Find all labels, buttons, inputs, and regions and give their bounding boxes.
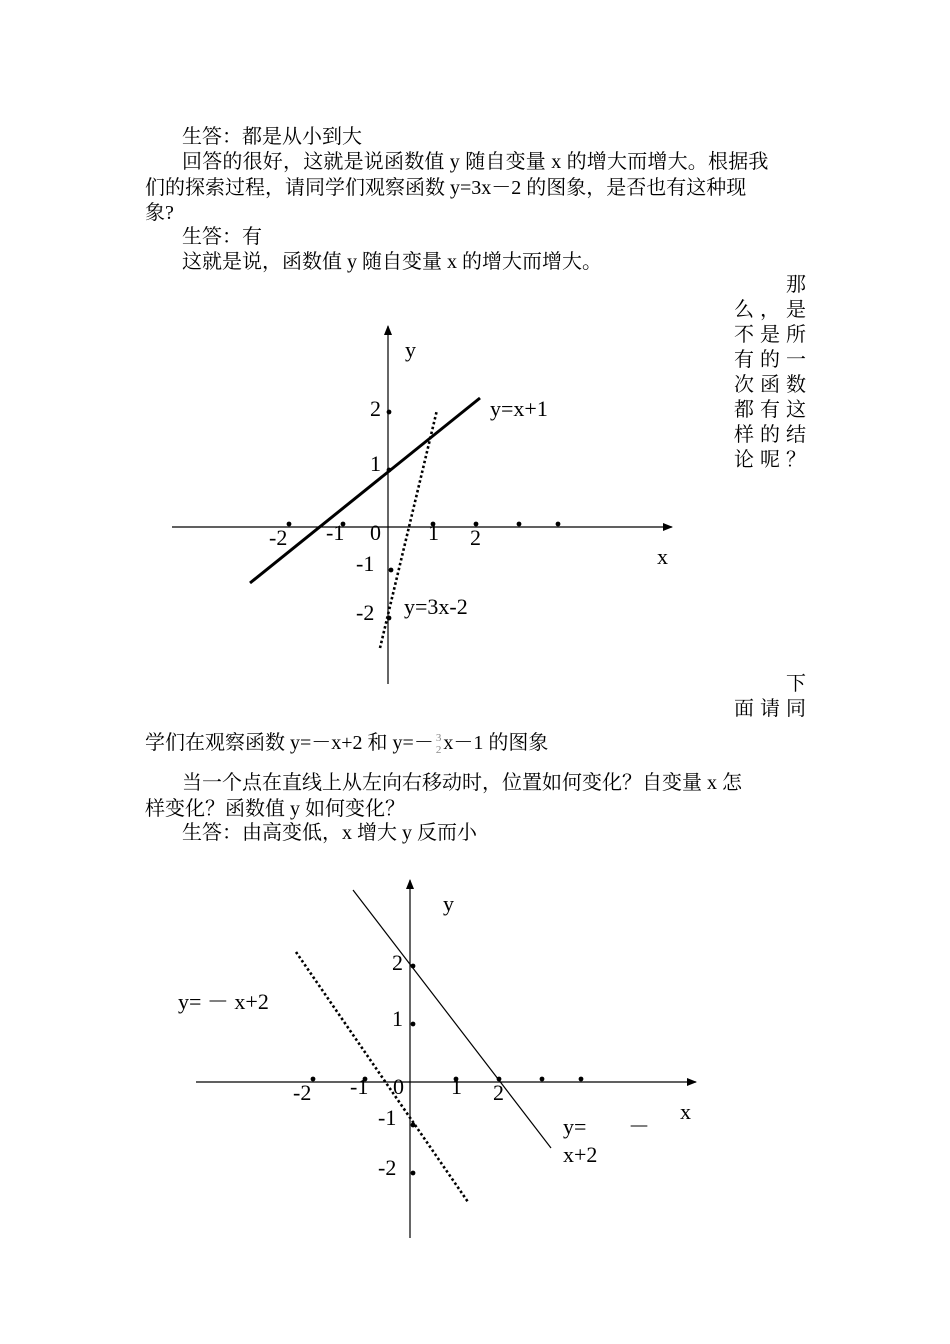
answer-1: 生答：都是从小到大 bbox=[182, 126, 362, 148]
y-axis-label: y bbox=[405, 337, 416, 362]
tick-label: -2 bbox=[269, 525, 288, 550]
tick-label: -2 bbox=[378, 1155, 397, 1180]
tick-label: 2 bbox=[470, 525, 481, 550]
tick-dot bbox=[411, 1022, 416, 1027]
paragraph-6-line-1: 当一个点在直线上从左向右移动时，位置如何变化？自变量 x 怎 bbox=[182, 772, 742, 794]
tick-label: 1 bbox=[370, 451, 381, 476]
answer-2: 生答：有 bbox=[182, 226, 262, 248]
tick-label: 1 bbox=[392, 1006, 403, 1031]
tick-dot bbox=[411, 1123, 416, 1128]
tick-label: -1 bbox=[326, 520, 345, 545]
tick-label: -1 bbox=[356, 551, 375, 576]
side-text-line: 样的结 bbox=[734, 424, 806, 446]
paragraph-2-line-1: 回答的很好，这就是说函数值 y 随自变量 x 的增大而增大。根据我 bbox=[182, 151, 769, 173]
graph-2 bbox=[178, 880, 696, 1238]
tick-label: 2 bbox=[392, 950, 403, 975]
paragraph-5-post: x－1 的图象 bbox=[443, 732, 549, 754]
side-text-line: 下 bbox=[786, 673, 806, 695]
tick-dot bbox=[387, 616, 392, 621]
line-label-dotted: y= － x+2 bbox=[178, 989, 269, 1014]
tick-label: 2 bbox=[493, 1080, 504, 1105]
tick-label: -1 bbox=[378, 1105, 397, 1130]
line-label-solid-b: － bbox=[628, 1114, 651, 1139]
side-text-line: 有的一 bbox=[734, 349, 806, 371]
paragraph-6-line-2: 样变化？函数值 y 如何变化？ bbox=[145, 798, 405, 820]
tick-label: -1 bbox=[350, 1074, 369, 1099]
side-text-line: 那 bbox=[786, 274, 806, 296]
tick-label: 0 bbox=[393, 1074, 404, 1099]
side-text-line: 么，是 bbox=[734, 299, 806, 321]
x-axis-label: x bbox=[680, 1099, 691, 1124]
paragraph-5-pre: 学们在观察函数 y=－x+2 和 y=－ bbox=[145, 732, 434, 754]
side-text-line: 论呢？ bbox=[734, 449, 806, 471]
tick-dot bbox=[387, 410, 392, 415]
side-text-line: 次函数 bbox=[734, 374, 806, 396]
paragraph-2-line-3: 象? bbox=[145, 202, 174, 224]
tick-dot bbox=[387, 468, 392, 473]
line-label-solid-a: y= bbox=[563, 1114, 587, 1139]
tick-dot bbox=[540, 1077, 545, 1082]
tick-label: 1 bbox=[428, 520, 439, 545]
y-axis-label: y bbox=[443, 891, 454, 916]
tick-label: -2 bbox=[356, 600, 375, 625]
tick-dot bbox=[411, 964, 416, 969]
tick-dot bbox=[556, 522, 561, 527]
tick-dot bbox=[579, 1077, 584, 1082]
paragraph-4: 这就是说，函数值 y 随自变量 x 的增大而增大。 bbox=[182, 251, 602, 273]
tick-dots bbox=[311, 964, 587, 1176]
answer-3: 生答：由高变低，x 增大 y 反而小 bbox=[182, 822, 477, 844]
tick-label: 1 bbox=[451, 1074, 462, 1099]
tick-dot bbox=[517, 522, 522, 527]
fraction-denominator: 2 bbox=[435, 744, 442, 757]
x-axis-label: x bbox=[657, 544, 668, 569]
paragraph-2-line-2: 们的探索过程，请同学们观察函数 y=3x－2 的图象，是否也有这种现 bbox=[145, 177, 747, 199]
side-text-line: 不是所 bbox=[734, 324, 806, 346]
tick-label: 2 bbox=[370, 396, 381, 421]
line-label-y-3x-minus-2: y=3x-2 bbox=[404, 594, 468, 619]
tick-dot bbox=[389, 568, 394, 573]
side-text-line: 面请同 bbox=[734, 698, 806, 720]
side-text-line: 都有这 bbox=[734, 399, 806, 421]
tick-label: 0 bbox=[370, 520, 381, 545]
graph-1 bbox=[172, 326, 672, 684]
tick-dots bbox=[287, 410, 561, 621]
line-label-solid-c: x+2 bbox=[563, 1142, 598, 1167]
tick-dot bbox=[411, 1171, 416, 1176]
line-label-y-x-plus-1: y=x+1 bbox=[490, 396, 548, 421]
fraction-numerator: 3 bbox=[435, 732, 442, 745]
tick-label: -2 bbox=[293, 1080, 312, 1105]
